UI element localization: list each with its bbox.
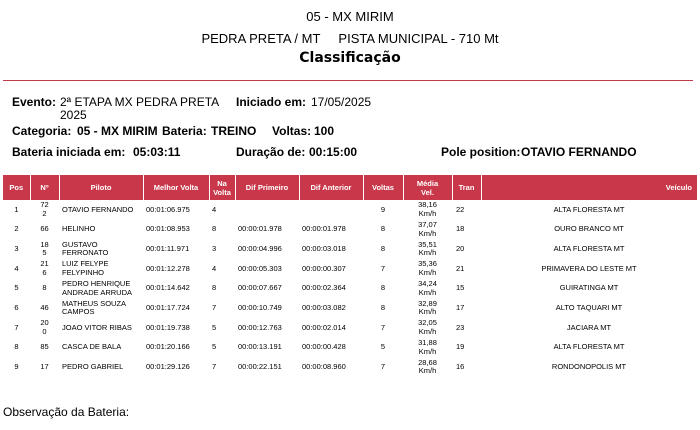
bateria-label: Bateria: bbox=[162, 124, 207, 138]
table-row bbox=[3, 338, 697, 358]
na-volta-cell: 7 bbox=[212, 362, 217, 372]
pole-label: Pole position: bbox=[441, 145, 521, 159]
dif-primeiro-cell: 00:00:10.749 bbox=[238, 303, 282, 313]
num-line2: 2 bbox=[42, 208, 47, 218]
media-line2: Km/h bbox=[418, 208, 437, 218]
header-divider bbox=[3, 80, 693, 81]
media-line2: Km/h bbox=[418, 267, 437, 277]
duracao-label: Duração de: bbox=[236, 145, 306, 159]
num-line1: 17 bbox=[40, 362, 49, 372]
pos-cell: 3 bbox=[14, 243, 19, 253]
duracao-value: 00:15:00 bbox=[309, 145, 358, 159]
media-line1: 28,68 bbox=[418, 357, 437, 367]
media-cell bbox=[403, 318, 452, 338]
piloto-cell bbox=[59, 279, 143, 299]
media-line2: Km/h bbox=[418, 366, 437, 376]
veiculo-cell: ALTA FLORESTA MT bbox=[553, 204, 625, 214]
media-line1: 38,16 bbox=[418, 200, 437, 210]
bateria-iniciada-value: 05:03:11 bbox=[133, 145, 181, 159]
num-cell bbox=[30, 318, 59, 338]
media-line1: 32,89 bbox=[418, 298, 437, 308]
voltas-cell: 7 bbox=[380, 362, 386, 372]
pos-cell: 9 bbox=[14, 362, 19, 372]
na-volta-cell: 5 bbox=[212, 342, 217, 352]
melhor-volta-cell: 00:01:19.738 bbox=[146, 322, 190, 332]
tran-cell: 19 bbox=[456, 342, 465, 352]
num-cell bbox=[30, 239, 59, 259]
media-cell bbox=[403, 200, 452, 220]
piloto-cell bbox=[59, 259, 143, 279]
num-line2: 6 bbox=[42, 267, 47, 277]
tran-cell: 17 bbox=[456, 303, 465, 313]
na-volta-cell: 7 bbox=[212, 303, 217, 313]
location-heading bbox=[0, 31, 700, 46]
piloto-line1: LUIZ FELYPE bbox=[62, 259, 109, 269]
melhor-volta-cell: 00:01:17.724 bbox=[146, 303, 190, 313]
col-tran: Tran bbox=[452, 175, 481, 200]
veiculo-cell: GUIRATINGA MT bbox=[559, 283, 619, 293]
pos-cell: 2 bbox=[14, 224, 19, 234]
pos-cell: 7 bbox=[14, 322, 19, 332]
tran-cell: 22 bbox=[456, 204, 465, 214]
table-row bbox=[3, 279, 697, 299]
col-na-volta-line2: Volta bbox=[213, 187, 231, 197]
col-media-vel bbox=[403, 175, 452, 200]
num-line2: 5 bbox=[42, 248, 47, 258]
pos-cell: 5 bbox=[14, 283, 19, 293]
dif-primeiro-cell: 00:00:12.763 bbox=[238, 322, 282, 332]
melhor-volta-cell: 00:01:20.166 bbox=[146, 342, 190, 352]
media-cell bbox=[403, 298, 452, 318]
num-line1: 18 bbox=[40, 239, 49, 249]
veiculo-cell: JACIARA MT bbox=[566, 322, 612, 332]
dif-primeiro-cell: 00:00:07.667 bbox=[238, 283, 282, 293]
col-veiculo: Veículo bbox=[481, 175, 697, 200]
voltas-label: Voltas: bbox=[272, 124, 312, 138]
voltas-cell: 7 bbox=[380, 263, 386, 273]
piloto-cell bbox=[59, 338, 143, 358]
melhor-volta-cell: 00:01:14.642 bbox=[146, 283, 190, 293]
pole-value: OTAVIO FERNANDO bbox=[521, 145, 637, 159]
dif-primeiro-cell: 00:00:01.978 bbox=[238, 224, 282, 234]
col-media-line2: Vel. bbox=[421, 187, 434, 197]
tran-cell: 15 bbox=[456, 283, 465, 293]
dif-primeiro-cell: 00:00:05.303 bbox=[238, 263, 282, 273]
num-line2: 0 bbox=[42, 326, 47, 336]
piloto-cell bbox=[59, 200, 143, 220]
iniciado-label: Iniciado em: bbox=[236, 95, 307, 109]
piloto-cell bbox=[59, 358, 143, 378]
num-cell bbox=[30, 259, 59, 279]
col-melhor-volta: Melhor Volta bbox=[143, 175, 209, 200]
table-row bbox=[3, 318, 697, 338]
table-row bbox=[3, 358, 697, 378]
piloto-cell bbox=[59, 220, 143, 240]
veiculo-cell: PRIMAVERA DO LESTE MT bbox=[541, 263, 637, 273]
observacao-label: Observação da Bateria: bbox=[3, 405, 130, 419]
col-dif-anterior: Dif Anterior bbox=[299, 175, 363, 200]
media-cell bbox=[403, 279, 452, 299]
dif-anterior-cell: 00:00:02.364 bbox=[302, 283, 346, 293]
dif-anterior-cell: 00:00:02.014 bbox=[302, 322, 346, 332]
media-line1: 31,88 bbox=[418, 338, 437, 348]
piloto-line1: PEDRO HENRIQUE bbox=[62, 279, 131, 289]
num-line1: 66 bbox=[40, 224, 49, 234]
num-cell bbox=[30, 200, 59, 220]
pos-cell: 4 bbox=[14, 263, 19, 273]
num-line1: 72 bbox=[40, 200, 49, 210]
category-heading: 05 - MX MIRIM bbox=[306, 9, 394, 24]
evento-label: Evento: bbox=[12, 95, 57, 109]
col-num: Nº bbox=[30, 175, 59, 200]
media-line1: 37,07 bbox=[418, 220, 437, 230]
col-pos: Pos bbox=[3, 175, 30, 200]
voltas-value: 100 bbox=[314, 124, 335, 138]
table-row bbox=[3, 200, 697, 220]
voltas-cell: 5 bbox=[380, 342, 386, 352]
num-cell bbox=[30, 220, 59, 240]
voltas-cell: 8 bbox=[380, 303, 386, 313]
num-cell bbox=[30, 358, 59, 378]
evento-value-line2: 2025 bbox=[60, 108, 87, 122]
num-line1: 8 bbox=[42, 283, 47, 293]
piloto-line2: FERRONATO bbox=[62, 248, 109, 258]
results-table bbox=[3, 175, 697, 377]
tran-cell: 21 bbox=[456, 263, 465, 273]
dif-anterior-cell: 00:00:08.960 bbox=[302, 362, 346, 372]
table-row bbox=[3, 259, 697, 279]
bateria-value: TREINO bbox=[211, 124, 257, 138]
num-line1: 46 bbox=[40, 303, 49, 313]
piloto-line1: OTAVIO FERNANDO bbox=[62, 204, 134, 214]
piloto-line1: HELINHO bbox=[62, 224, 96, 234]
na-volta-cell: 8 bbox=[212, 283, 217, 293]
na-volta-cell: 8 bbox=[212, 224, 217, 234]
piloto-line1: CASCA DE BALA bbox=[62, 342, 122, 352]
media-cell bbox=[403, 358, 452, 378]
melhor-volta-cell: 00:01:06.975 bbox=[146, 204, 190, 214]
voltas-cell: 8 bbox=[380, 283, 386, 293]
media-line1: 32,05 bbox=[418, 318, 437, 328]
piloto-line1: GUSTAVO bbox=[62, 239, 98, 249]
piloto-line2: ANDRADE ARRUDA bbox=[62, 287, 133, 297]
media-cell bbox=[403, 239, 452, 259]
media-line2: Km/h bbox=[418, 248, 437, 258]
piloto-line2: CAMPOS bbox=[62, 307, 95, 317]
categoria-label: Categoria: bbox=[12, 124, 72, 138]
piloto-line1: PEDRO GABRIEL bbox=[62, 362, 124, 372]
dif-primeiro-cell: 00:00:13.191 bbox=[238, 342, 282, 352]
media-line1: 35,51 bbox=[418, 239, 437, 249]
col-na-volta-line1: Na bbox=[217, 178, 227, 188]
veiculo-cell: ALTA FLORESTA MT bbox=[553, 243, 625, 253]
dif-primeiro-cell: 00:00:22.151 bbox=[238, 362, 282, 372]
voltas-cell: 9 bbox=[380, 204, 386, 214]
num-cell bbox=[30, 298, 59, 318]
na-volta-cell: 5 bbox=[212, 322, 217, 332]
num-line1: 21 bbox=[40, 259, 49, 269]
melhor-volta-cell: 00:01:29.126 bbox=[146, 362, 190, 372]
media-cell bbox=[403, 338, 452, 358]
voltas-cell: 8 bbox=[380, 243, 386, 253]
melhor-volta-cell: 00:01:12.278 bbox=[146, 263, 190, 273]
col-dif-primeiro: Dif Primeiro bbox=[235, 175, 299, 200]
tran-cell: 20 bbox=[456, 243, 465, 253]
pos-cell: 1 bbox=[14, 204, 19, 214]
table-header-row bbox=[3, 175, 697, 200]
pos-cell: 6 bbox=[14, 303, 19, 313]
veiculo-cell: RONDONOPOLIS MT bbox=[551, 362, 627, 372]
melhor-volta-cell: 00:01:08.953 bbox=[146, 224, 190, 234]
voltas-cell: 8 bbox=[380, 224, 386, 234]
piloto-line1: JOAO VITOR RIBAS bbox=[62, 322, 132, 332]
table-row bbox=[3, 298, 697, 318]
dif-primeiro-cell: 00:00:04.996 bbox=[238, 243, 282, 253]
piloto-line2: FELYPINHO bbox=[62, 267, 104, 277]
dif-anterior-cell: 00:00:01.978 bbox=[302, 224, 346, 234]
categoria-value: 05 - MX MIRIM bbox=[77, 124, 158, 138]
piloto-cell bbox=[59, 318, 143, 338]
table-row bbox=[3, 220, 697, 240]
na-volta-cell: 4 bbox=[212, 204, 217, 214]
col-piloto: Piloto bbox=[59, 175, 143, 200]
page-title: Classificação bbox=[299, 50, 401, 66]
col-na-volta bbox=[209, 175, 235, 200]
num-line1: 85 bbox=[40, 342, 49, 352]
veiculo-cell: ALTO TAQUARI MT bbox=[555, 303, 623, 313]
media-line2: Km/h bbox=[418, 307, 437, 317]
tran-cell: 23 bbox=[456, 322, 465, 332]
media-line1: 35,36 bbox=[418, 259, 437, 269]
dif-anterior-cell: 00:00:03.082 bbox=[302, 303, 346, 313]
na-volta-cell: 3 bbox=[212, 243, 217, 253]
dif-anterior-cell: 00:00:00.307 bbox=[302, 263, 346, 273]
evento-value-line1: 2ª ETAPA MX PEDRA PRETA bbox=[60, 95, 220, 109]
num-cell bbox=[30, 279, 59, 299]
na-volta-cell: 4 bbox=[212, 263, 217, 273]
iniciado-value: 17/05/2025 bbox=[311, 95, 372, 109]
media-cell bbox=[403, 259, 452, 279]
dif-anterior-cell: 00:00:00.428 bbox=[302, 342, 346, 352]
media-line2: Km/h bbox=[418, 346, 437, 356]
num-cell bbox=[30, 338, 59, 358]
piloto-line1: MATHEUS SOUZA bbox=[62, 298, 127, 308]
dif-primeiro-cell bbox=[235, 200, 299, 220]
table-row bbox=[3, 239, 697, 259]
bateria-iniciada-label: Bateria iniciada em: bbox=[12, 145, 126, 159]
veiculo-cell: OURO BRANCO MT bbox=[554, 224, 624, 234]
tran-cell: 16 bbox=[456, 362, 465, 372]
tran-cell: 18 bbox=[456, 224, 465, 234]
col-voltas: Voltas bbox=[363, 175, 403, 200]
media-line2: Km/h bbox=[418, 287, 437, 297]
voltas-cell: 7 bbox=[380, 322, 386, 332]
dif-anterior-cell bbox=[299, 200, 363, 220]
media-line1: 34,24 bbox=[418, 279, 437, 289]
col-media-line1: Média bbox=[416, 178, 439, 188]
piloto-cell bbox=[59, 298, 143, 318]
pos-cell: 8 bbox=[14, 342, 19, 352]
piloto-cell bbox=[59, 239, 143, 259]
num-line1: 20 bbox=[40, 318, 49, 328]
media-line2: Km/h bbox=[418, 326, 437, 336]
dif-anterior-cell: 00:00:03.018 bbox=[302, 243, 346, 253]
media-cell bbox=[403, 220, 452, 240]
veiculo-cell: ALTA FLORESTA MT bbox=[553, 342, 625, 352]
melhor-volta-cell: 00:01:11.971 bbox=[146, 243, 190, 253]
city-label: PEDRA PRETA / MT bbox=[201, 31, 321, 46]
media-line2: Km/h bbox=[418, 228, 437, 238]
track-label: PISTA MUNICIPAL - 710 Mt bbox=[338, 31, 499, 46]
